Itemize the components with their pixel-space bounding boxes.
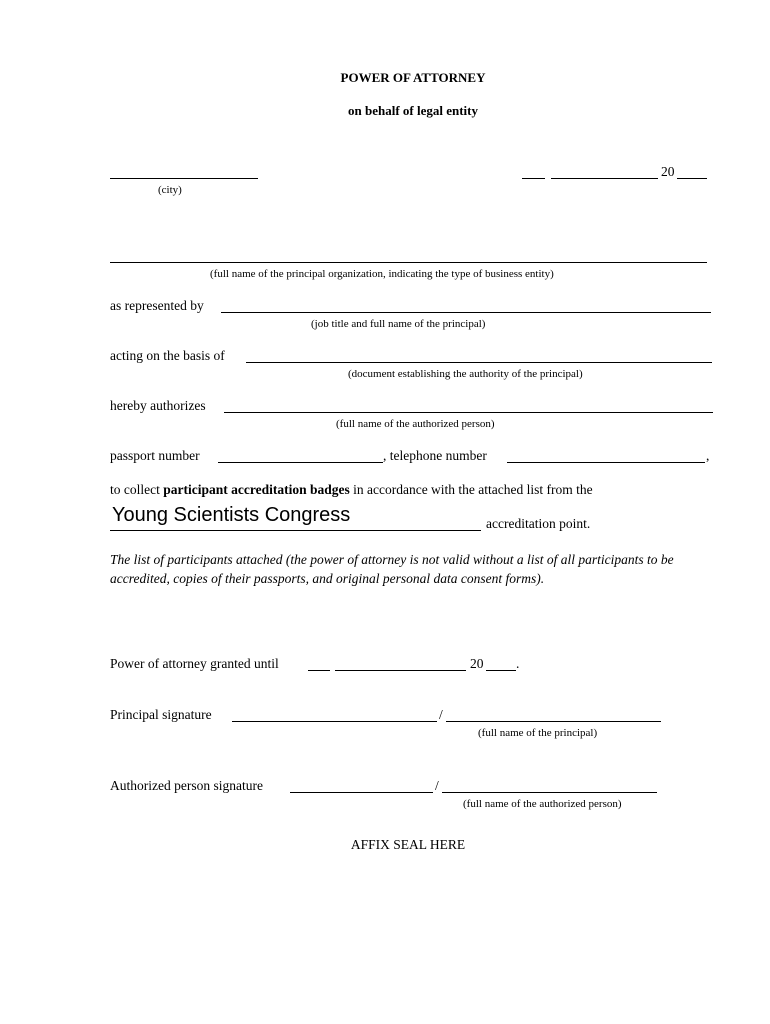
validity-month-field[interactable]	[335, 670, 466, 671]
telephone-label: , telephone number	[383, 448, 487, 463]
event-name-field[interactable]	[110, 530, 481, 531]
date-month-field[interactable]	[551, 178, 658, 179]
participants-note: The list of participants attached (the power of attorney is not valid without a list of all participants to be accredited, copies of their passports, and original personal data consent forms).	[110, 552, 674, 586]
validity-end-period: .	[516, 656, 520, 671]
authorizes-label: hereby authorizes	[110, 398, 206, 413]
city-caption: (city)	[158, 184, 182, 196]
principal-name-field[interactable]	[446, 721, 661, 722]
document-title: POWER OF ATTORNEY	[340, 70, 486, 85]
validity-year-field[interactable]	[486, 670, 516, 671]
basis-label: acting on the basis of	[110, 348, 225, 363]
authorized-person-caption: (full name of the authorized person)	[336, 418, 495, 430]
passport-number-field[interactable]	[218, 462, 383, 463]
passport-label: passport number	[110, 448, 200, 463]
authorized-person-field[interactable]	[224, 412, 713, 413]
authorized-name-caption: (full name of the authorized person)	[463, 798, 622, 810]
principal-organization-caption: (full name of the principal organization, indicating the type of business entity)	[210, 268, 554, 280]
principal-signature-field[interactable]	[232, 721, 437, 722]
principal-organization-field[interactable]	[110, 262, 707, 263]
basis-field[interactable]	[246, 362, 712, 363]
purpose-suffix: in accordance with the attached list from the	[349, 482, 593, 497]
basis-caption: (document establishing the authority of the principal)	[348, 368, 583, 380]
city-field[interactable]	[110, 178, 258, 179]
principal-signature-label: Principal signature	[110, 707, 212, 722]
principal-name-caption: (full name of the principal)	[478, 727, 598, 739]
date-day-field[interactable]	[522, 178, 545, 179]
validity-day-field[interactable]	[308, 670, 330, 671]
purpose-bold: participant accreditation badges	[163, 482, 350, 497]
principal-signature-separator: /	[439, 707, 443, 722]
telephone-trailing-comma: ,	[706, 448, 710, 463]
represented-by-field[interactable]	[221, 312, 711, 313]
authorized-signature-field[interactable]	[290, 792, 433, 793]
validity-label: Power of attorney granted until	[110, 656, 279, 671]
represented-by-label: as represented by	[110, 298, 204, 313]
affix-seal-text: AFFIX SEAL HERE	[350, 837, 466, 852]
represented-by-caption: (job title and full name of the principal)	[311, 318, 486, 330]
authorized-signature-label: Authorized person signature	[110, 778, 263, 793]
date-year-field[interactable]	[677, 178, 707, 179]
authorized-signature-separator: /	[435, 778, 439, 793]
document-subtitle: on behalf of legal entity	[348, 103, 478, 118]
event-name-value[interactable]: Young Scientists Congress	[112, 504, 351, 526]
telephone-number-field[interactable]	[507, 462, 705, 463]
purpose-sentence	[110, 482, 593, 498]
accreditation-point-label: accreditation point.	[486, 516, 591, 531]
validity-year-prefix: 20	[470, 656, 484, 671]
date-year-prefix: 20	[661, 164, 675, 179]
purpose-prefix: to collect	[110, 482, 164, 497]
authorized-name-field[interactable]	[442, 792, 657, 793]
